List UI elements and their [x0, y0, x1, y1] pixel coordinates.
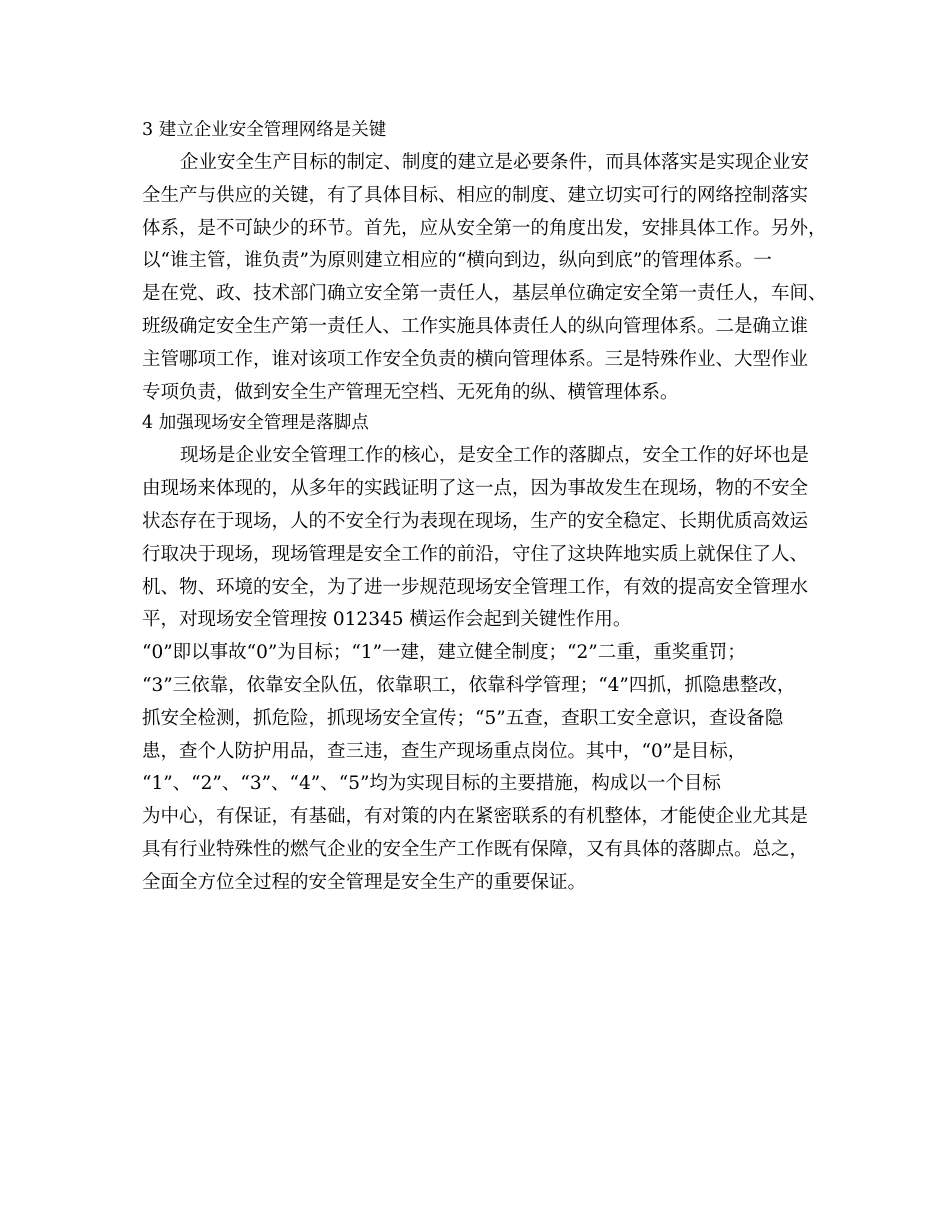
paragraph-line: 患，查个人防护用品，查三违，查生产现场重点岗位。其中，“0”是目标，: [142, 740, 747, 762]
paragraph-line: 机、物、环境的安全，为了进一步规范现场安全管理工作，有效的提高安全管理水: [142, 576, 809, 598]
paragraph-line: 为中心，有保证，有基础，有对策的内在紧密联系的有机整体，才能使企业尤其是: [142, 806, 809, 828]
paragraph-line: 企业安全生产目标的制定、制度的建立是必要条件，而具体落实是实现企业安: [180, 152, 810, 173]
paragraph-line: 全生产与供应的关键，有了具体目标、相应的制度、建立切实可行的网络控制落实: [142, 184, 809, 206]
paragraph-line: 班级确定安全生产第一责任人、工作实施具体责任人的纵向管理体系。二是确立谁: [142, 315, 809, 337]
paragraph-line: 现场是企业安全管理工作的核心，是安全工作的落脚点，安全工作的好坏也是: [180, 445, 810, 467]
paragraph-line: 体系，是不可缺少的环节。首先，应从安全第一的角度出发，安排具体工作。另外，: [142, 217, 827, 239]
paragraph-line: 是在党、政、技术部门确立安全第一责任人，基层单位确定安全第一责任人，车间、: [142, 283, 827, 305]
section-heading-3: 3 建立企业安全管理网络是关键: [142, 120, 387, 140]
paragraph-line: 以“谁主管，谁负责”为原则建立相应的“横向到边，纵向到底”的管理体系。一: [142, 250, 772, 272]
document-body: [142, 116, 827, 900]
section-heading-4: 4 加强现场安全管理是落脚点: [142, 413, 369, 434]
paragraph-line: 具有行业特殊性的燃气企业的安全生产工作既有保障，又有具体的落脚点。总之，: [142, 838, 809, 860]
paragraph-line: “3”三依靠，依靠安全队伍，依靠职工，依靠科学管理；“4”四抓，抓隐患整改，: [142, 674, 796, 696]
paragraph-line: “1”、“2”、“3”、“4”、“5”均为实现目标的主要措施，构成以一个目标: [142, 773, 721, 795]
paragraph-line: 抓安全检测，抓危险，抓现场安全宣传；“5”五查，查职工安全意识，查设备隐: [142, 707, 784, 729]
paragraph-line: 行取决于现场，现场管理是安全工作的前沿，守住了这块阵地实质上就保住了人、: [142, 543, 809, 565]
paragraph-line: 主管哪项工作，谁对该项工作安全负责的横向管理体系。三是特殊作业、大型作业: [142, 348, 809, 370]
paragraph-line: 全面全方位全过程的安全管理是安全生产的重要保证。: [142, 871, 587, 893]
paragraph-line: 专项负责，做到安全生产管理无空档、无死角的纵、横管理体系。: [142, 381, 679, 403]
paragraph-line: 平，对现场安全管理按 012345 横运作会起到关键性作用。: [142, 609, 632, 631]
paragraph-line: 状态存在于现场，人的不安全行为表现在现场，生产的安全稳定、长期优质高效运: [142, 510, 809, 532]
paragraph-line: 由现场来体现的，从多年的实践证明了这一点，因为事故发生在现场，物的不安全: [142, 478, 809, 500]
paragraph-line: “0”即以事故“0”为目标；“1”一建，建立健全制度；“2”二重，重奖重罚；: [142, 642, 746, 664]
